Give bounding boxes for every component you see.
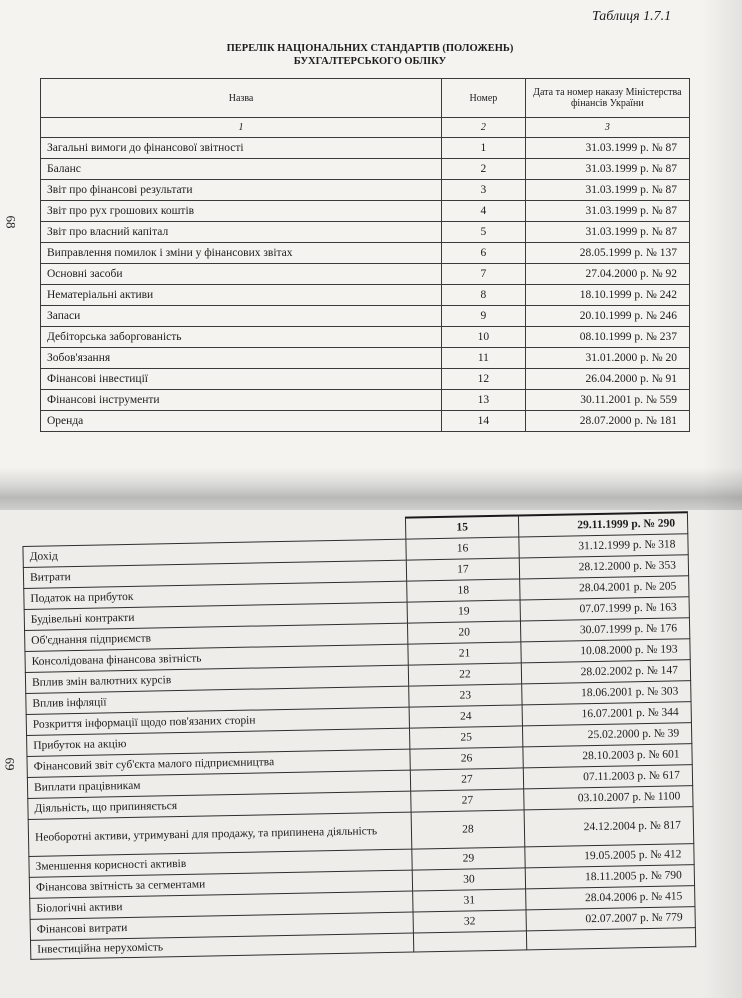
standard-name-cell: Біологічні активи (30, 891, 413, 919)
standard-number-cell: 8 (442, 285, 526, 306)
standard-name-cell: Нематеріальні активи (41, 285, 442, 306)
standard-number-cell: 14 (442, 411, 526, 432)
standard-name-cell: Податок на прибуток (24, 581, 407, 609)
order-date-cell (526, 928, 695, 950)
standard-name-cell: Фінансові інвестиції (41, 369, 442, 390)
standard-name-cell: Фінансові витрати (30, 912, 413, 940)
standard-number-cell: 30 (412, 868, 525, 891)
standard-name-cell: Прибуток на акцію (27, 728, 410, 756)
standard-name-cell: Запаси (41, 306, 442, 327)
standard-name-cell: Діяльність, що припиняється (28, 791, 411, 819)
standard-name-cell: Вплив змін валютних курсів (25, 665, 408, 693)
order-date-cell: 18.10.1999 р. № 242 (525, 285, 689, 306)
order-date-cell: 28.10.2003 р. № 601 (523, 744, 692, 768)
standard-number-cell: 4 (442, 201, 526, 222)
standard-number-cell: 10 (442, 327, 526, 348)
standard-name-cell: Об'єднання підприємств (25, 623, 408, 651)
order-date-cell: 28.05.1999 р. № 137 (525, 243, 689, 264)
order-date-cell: 25.02.2000 р. № 39 (522, 723, 691, 747)
standard-number-cell: 23 (409, 684, 522, 707)
page-number-bottom: 69 (2, 757, 18, 771)
order-date-cell: 24.12.2004 р. № 817 (524, 807, 694, 847)
standard-name-cell: Звіт про фінансові результати (41, 180, 442, 201)
order-date-cell: 28.04.2001 р. № 205 (520, 576, 689, 600)
standard-number-cell: 17 (406, 558, 519, 581)
standard-name-cell: Виправлення помилок і зміни у фінансових звітах (41, 243, 442, 264)
standard-number-cell: 27 (410, 768, 523, 791)
table-row (41, 159, 690, 180)
standard-number-cell: 27 (411, 789, 524, 812)
table-row (41, 201, 690, 222)
table-row (41, 264, 690, 285)
order-date-cell: 31.01.2000 р. № 20 (525, 348, 689, 369)
order-date-cell: 16.07.2001 р. № 344 (522, 702, 691, 726)
standard-number-cell: 16 (406, 537, 519, 560)
document-title (150, 42, 590, 68)
standard-number-cell: 11 (442, 348, 526, 369)
column-index-row (41, 118, 690, 138)
order-date-cell: 03.10.2007 р. № 1100 (524, 786, 693, 810)
standard-number-cell: 5 (442, 222, 526, 243)
table-row (41, 222, 690, 243)
standard-number-cell: 22 (408, 663, 521, 686)
order-date-cell: 08.10.1999 р. № 237 (525, 327, 689, 348)
order-date-cell: 31.03.1999 р. № 87 (525, 222, 689, 243)
standard-number-cell: 3 (442, 180, 526, 201)
standard-name-cell: Дохід (23, 539, 406, 567)
standard-name-cell: Виплати працівникам (27, 770, 410, 798)
standard-number-cell: 2 (442, 159, 526, 180)
standard-number-cell: 21 (408, 642, 521, 665)
table-row (41, 327, 690, 348)
order-date-cell: 28.07.2000 р. № 181 (525, 411, 689, 432)
order-date-cell: 30.11.2001 р. № 559 (525, 390, 689, 411)
standard-number-cell: 19 (407, 600, 520, 623)
title-line-1: ПЕРЕЛІК НАЦІОНАЛЬНИХ СТАНДАРТІВ (ПОЛОЖЕНЬ) (226, 43, 514, 54)
order-date-cell: 18.06.2001 р. № 303 (522, 681, 691, 705)
standard-name-cell: Зменшення корисності активів (29, 849, 412, 877)
table-row (41, 411, 690, 432)
standard-name-cell: Витрати (23, 560, 406, 588)
standard-number-cell: 25 (409, 726, 522, 749)
standard-number-cell: 12 (442, 369, 526, 390)
standard-number-cell: 13 (442, 390, 526, 411)
table-row (41, 369, 690, 390)
standard-name-cell: Зобов'язання (41, 348, 442, 369)
standard-number-cell: 28 (411, 810, 525, 849)
standard-name-cell: Фінансова звітність за сегментами (29, 870, 412, 898)
standards-table-part-1 (40, 78, 690, 432)
column-index: 2 (442, 118, 526, 138)
standard-name-cell: Необоротні активи, утримувані для продажу, та припинена діяльність (28, 812, 412, 856)
standards-table-part-2 (22, 511, 696, 960)
order-date-cell: 26.04.2000 р. № 91 (525, 369, 689, 390)
title-line-2: БУХГАЛТЕРСЬКОГО ОБЛІКУ (293, 56, 447, 67)
column-index: 1 (41, 118, 442, 138)
standard-number-cell: 31 (413, 889, 526, 912)
scan-gap (0, 468, 742, 510)
standard-name-cell: Будівельні контракти (24, 602, 407, 630)
standard-name-cell: Основні засоби (41, 264, 442, 285)
page-number-top: 68 (3, 215, 19, 229)
order-date-cell: 07.07.1999 р. № 163 (520, 597, 689, 621)
standard-number-cell: 15 (405, 515, 518, 539)
order-date-cell: 28.04.2006 р. № 415 (526, 886, 695, 910)
standard-number-cell: 7 (442, 264, 526, 285)
standard-number-cell: 20 (407, 621, 520, 644)
order-date-cell: 31.03.1999 р. № 87 (525, 201, 689, 222)
order-date-cell: 31.12.1999 р. № 318 (519, 534, 688, 558)
order-date-cell: 20.10.1999 р. № 246 (525, 306, 689, 327)
standard-number-cell (413, 931, 526, 952)
table-row (41, 138, 690, 159)
standard-name-cell: Фінансовий звіт суб'єкта малого підприємництва (27, 749, 410, 777)
order-date-cell: 28.02.2002 р. № 147 (521, 660, 690, 684)
standard-name-cell: Баланс (41, 159, 442, 180)
standard-number-cell: 26 (410, 747, 523, 770)
order-date-cell: 10.08.2000 р. № 193 (521, 639, 690, 663)
table-label: Таблиця 1.7.1 (592, 9, 672, 24)
order-date-cell: 31.03.1999 р. № 87 (525, 138, 689, 159)
order-date-cell: 07.11.2003 р. № 617 (523, 765, 692, 789)
table-row (41, 306, 690, 327)
table-row (41, 285, 690, 306)
standard-name-cell: Загальні вимоги до фінансової звітності (41, 138, 442, 159)
column-index: 3 (525, 118, 689, 138)
standard-number-cell: 24 (409, 705, 522, 728)
standard-name-cell: Фінансові інструменти (41, 390, 442, 411)
table-row (41, 180, 690, 201)
standard-number-cell: 29 (412, 847, 525, 870)
column-header-number: Номер (442, 79, 526, 118)
order-date-cell: 28.12.2000 р. № 353 (519, 555, 688, 579)
table-row (41, 390, 690, 411)
order-date-cell: 29.11.1999 р. № 290 (518, 512, 687, 537)
header-row (41, 79, 690, 118)
standard-number-cell: 18 (407, 579, 520, 602)
standard-number-cell: 6 (442, 243, 526, 264)
column-header-name: Назва (41, 79, 442, 118)
order-date-cell: 02.07.2007 р. № 779 (526, 907, 695, 931)
standard-name-cell: Інвестиційна нерухомість (30, 933, 413, 959)
order-date-cell: 19.05.2005 р. № 412 (525, 844, 694, 868)
table-part-2-wrapper (22, 511, 722, 960)
order-date-cell: 31.03.1999 р. № 87 (525, 159, 689, 180)
table-row (41, 348, 690, 369)
order-date-cell: 30.07.1999 р. № 176 (520, 618, 689, 642)
standard-name-cell: Оренда (41, 411, 442, 432)
order-date-cell: 27.04.2000 р. № 92 (525, 264, 689, 285)
column-header-date: Дата та номер наказу Міністерства фінансів України (525, 79, 689, 118)
table-row (41, 243, 690, 264)
standard-number-cell: 32 (413, 910, 526, 933)
standard-name-cell: Звіт про власний капітал (41, 222, 442, 243)
order-date-cell: 31.03.1999 р. № 87 (525, 180, 689, 201)
standard-name-cell: Вплив інфляції (26, 686, 409, 714)
standard-name-cell: Консолідована фінансова звітність (25, 644, 408, 672)
standard-number-cell: 1 (442, 138, 526, 159)
order-date-cell: 18.11.2005 р. № 790 (525, 865, 694, 889)
standard-name-cell: Дебіторська заборгованість (41, 327, 442, 348)
standard-name-cell: Розкриття інформації щодо пов'язаних сторін (26, 707, 409, 735)
standard-number-cell: 9 (442, 306, 526, 327)
standard-name-cell: Звіт про рух грошових коштів (41, 201, 442, 222)
